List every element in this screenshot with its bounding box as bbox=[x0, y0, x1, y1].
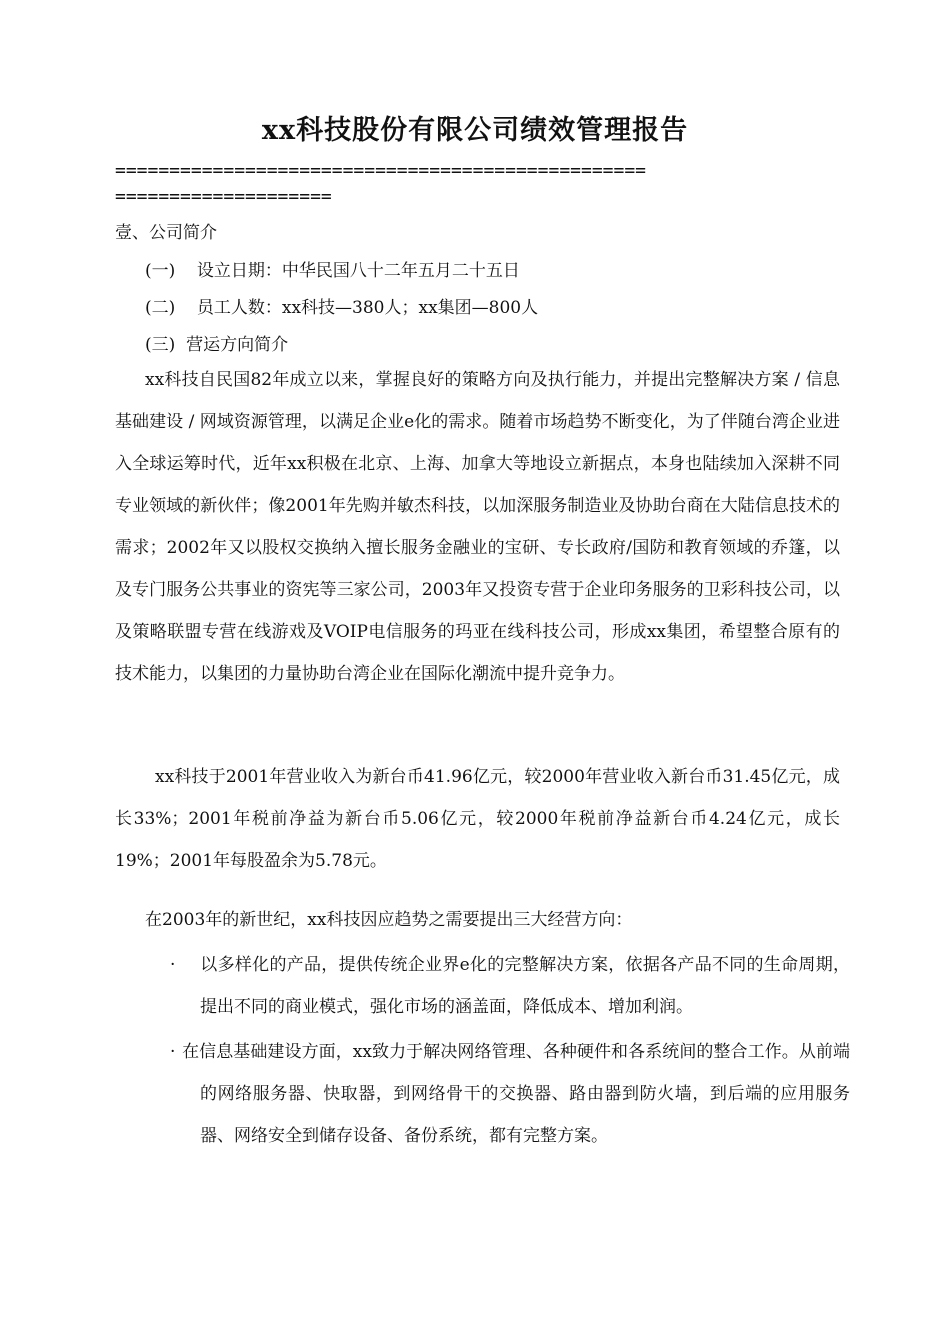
bullet-item-infrastructure bbox=[170, 1031, 850, 1157]
company-history-text: xx科技自民国82年成立以来，掌握良好的策略方向及执行能力，并提出完整解决方案 / 信息基础建设 / 网域资源管理，以满足企业e化的需求。随着市场趋势不断变化，为了伴随台湾企业进入全球运筹时代，近年xx积极在北京、上海、加拿大等地设立新据点，本身也陆续加入深耕不同专业领域的新伙伴；像2001年先购并敏杰科技，以加深服务制造业及协助台商在大陆信息技术的需求；2002年又以股权交换纳入擅长服务金融业的宝研、专长政府/国防和教育领域的乔篷，以及专门服务公共事业的资宪等三家公司，2003年又投资专营于企业印务服务的卫彩科技公司，以及策略联盟专营在线游戏及VOIP电信服务的玛亚在线科技公司，形成xx集团，希望整合原有的技术能力，以集团的力量协助台湾企业在国际化潮流中提升竞争力。 bbox=[115, 370, 840, 684]
section-heading: 壹、公司简介 bbox=[115, 223, 217, 243]
bullet-item-products bbox=[170, 944, 850, 1028]
bullet-mark: · bbox=[170, 1042, 176, 1062]
separator-line: ================================================= bbox=[115, 160, 647, 181]
bullet-mark: · bbox=[170, 955, 176, 975]
list-item-founding-date: (一) 设立日期：中华民国八十二年五月二十五日 bbox=[145, 261, 520, 281]
bullet-text-products: 以多样化的产品，提供传统企业界e化的完整解决方案，依据各产品不同的生命周期，提出不同的商业模式，强化市场的涵盖面，降低成本、增加利润。 bbox=[200, 955, 850, 1017]
list-item-employee-count: (二) 员工人数：xx科技—380人；xx集团—800人 bbox=[145, 298, 539, 318]
separator-line-continued: ==================== bbox=[115, 186, 332, 207]
list-item-operations-heading: (三) 营运方向简介 bbox=[145, 335, 289, 355]
bullet-text-infrastructure: 在信息基础建设方面，xx致力于解决网络管理、各种硬件和各系统间的整合工作。从前端的网络服务器、快取器，到网络骨干的交换器、路由器到防火墙，到后端的应用服务器、网络安全到储存设备、备份系统，都有完整方案。 bbox=[182, 1042, 850, 1146]
financial-paragraph bbox=[115, 756, 840, 882]
document-title: xx科技股份有限公司绩效管理报告 bbox=[261, 115, 689, 146]
company-history-paragraph bbox=[115, 359, 840, 695]
financial-text: xx科技于2001年营业收入为新台币41.96亿元，较2000年营业收入新台币31.45亿元，成长33%；2001年税前净益为新台币5.06亿元，较2000年税前净益新台币4.24亿元，成长19%；2001年每股盈余为5.78元。 bbox=[115, 767, 840, 871]
strategy-intro: 在2003年的新世纪，xx科技因应趋势之需要提出三大经营方向： bbox=[145, 910, 633, 930]
